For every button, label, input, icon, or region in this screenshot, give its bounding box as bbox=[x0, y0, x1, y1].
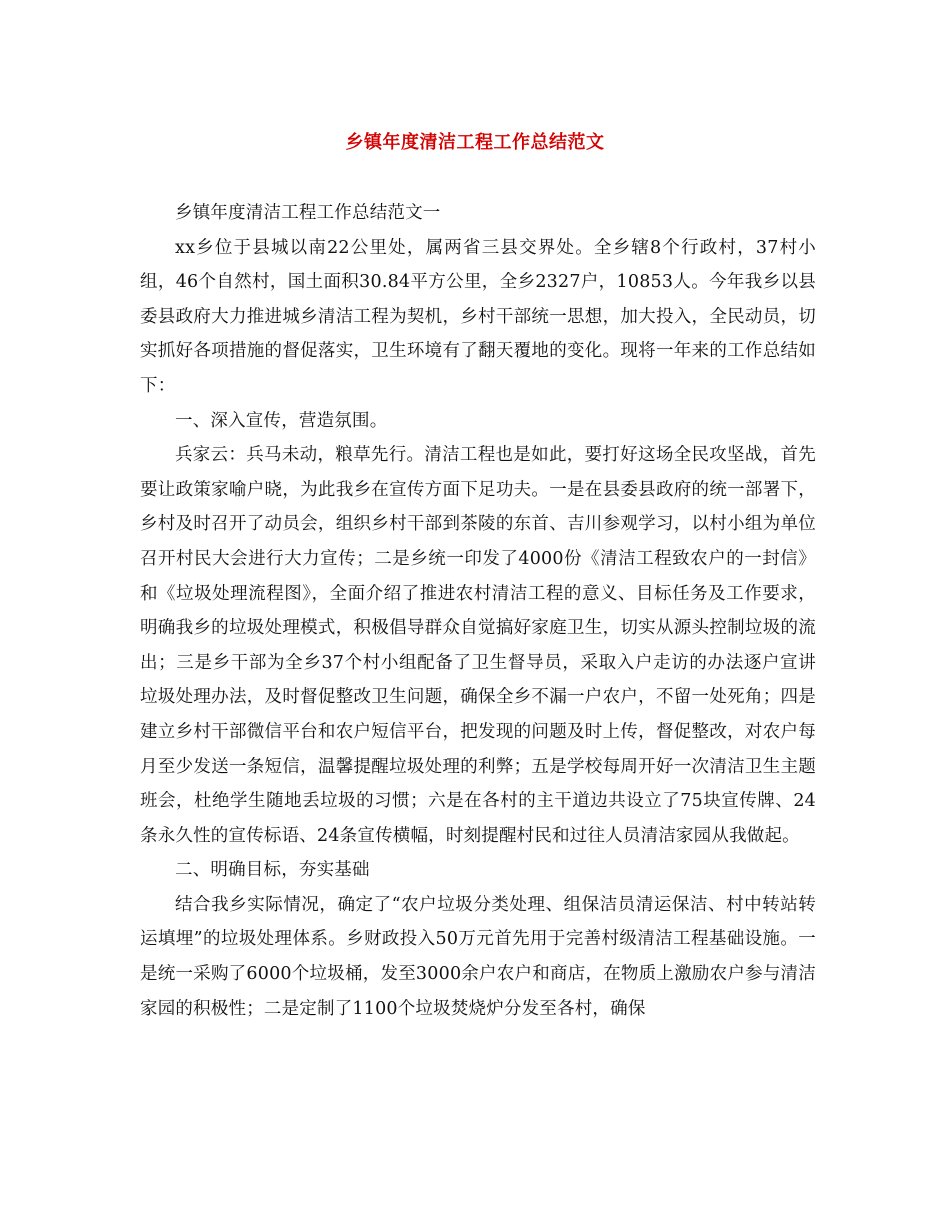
paragraph-subtitle: 乡镇年度清洁工程工作总结范文一 bbox=[175, 203, 441, 223]
paragraph-publicity: 兵家云：兵马未动，粮草先行。清洁工程也是如此，要打好这场全民攻坚战，首先要让政策家喻户晓，为此我乡在宣传方面下足功夫。一是在县委县政府的统一部署下，乡村及时召开了动员会，组织乡村干部到茶陵的东首、吉川参观学习，以村小组为单位召开村民大会进行大力宣传；二是乡统一印发了4000份《清洁工程致农户的一封信》和《垃圾处理流程图》，全面介绍了推进农村清洁工程的意义、目标任务及工作要求，明确我乡的垃圾处理模式，积极倡导群众自觉搞好家庭卫生，切实从源头控制垃圾的流出；三是乡干部为全乡37个村小组配备了卫生督导员，采取入户走访的办法逐户宣讲垃圾处理办法，及时督促整改卫生问题，确保全乡不漏一户农户，不留一处死角；四是建立乡村干部微信平台和农户短信平台，把发现的问题及时上传，督促整改，对农户每月至少发送一条短信，温馨提醒垃圾处理的利弊；五是学校每周开好一次清洁卫生主题班会，杜绝学生随地丢垃圾的习惯；六是在各村的主干道边共设立了75块宣传牌、24条永久性的宣传标语、24条宣传横幅，时刻提醒村民和过往人员清洁家园从我做起。 bbox=[140, 445, 816, 846]
paragraph-intro: xx乡位于县城以南22公里处，属两省三县交界处。全乡辖8个行政村，37村小组，46个自然村，国土面积30.84平方公里，全乡2327户，10853人。今年我乡以县委县政府大力推进城乡清洁工程为契机，乡村干部统一思想，加大投入，全民动员，切实抓好各项措施的督促落实，卫生环境有了翻天覆地的变化。现将一年来的工作总结如下： bbox=[140, 237, 816, 396]
section-heading-2: 二、明确目标，夯实基础 bbox=[175, 860, 370, 881]
section-heading-1: 一、深入宣传，营造氛围。 bbox=[175, 410, 388, 431]
paragraph-goals: 结合我乡实际情况，确定了“农户垃圾分类处理、组保洁员清运保洁、村中转站转运填埋”的垃圾处理体系。乡财政投入50万元首先用于完善村级清洁工程基础设施。一是统一采购了6000个垃圾桶，发至3000余户农户和商店，在物质上激励农户参与清洁家园的积极性；二是定制了1100个垃圾焚烧炉分发至各村，确保 bbox=[140, 894, 816, 1019]
document-title: 乡镇年度清洁工程工作总结范文 bbox=[345, 132, 605, 153]
document-body bbox=[140, 196, 816, 1026]
